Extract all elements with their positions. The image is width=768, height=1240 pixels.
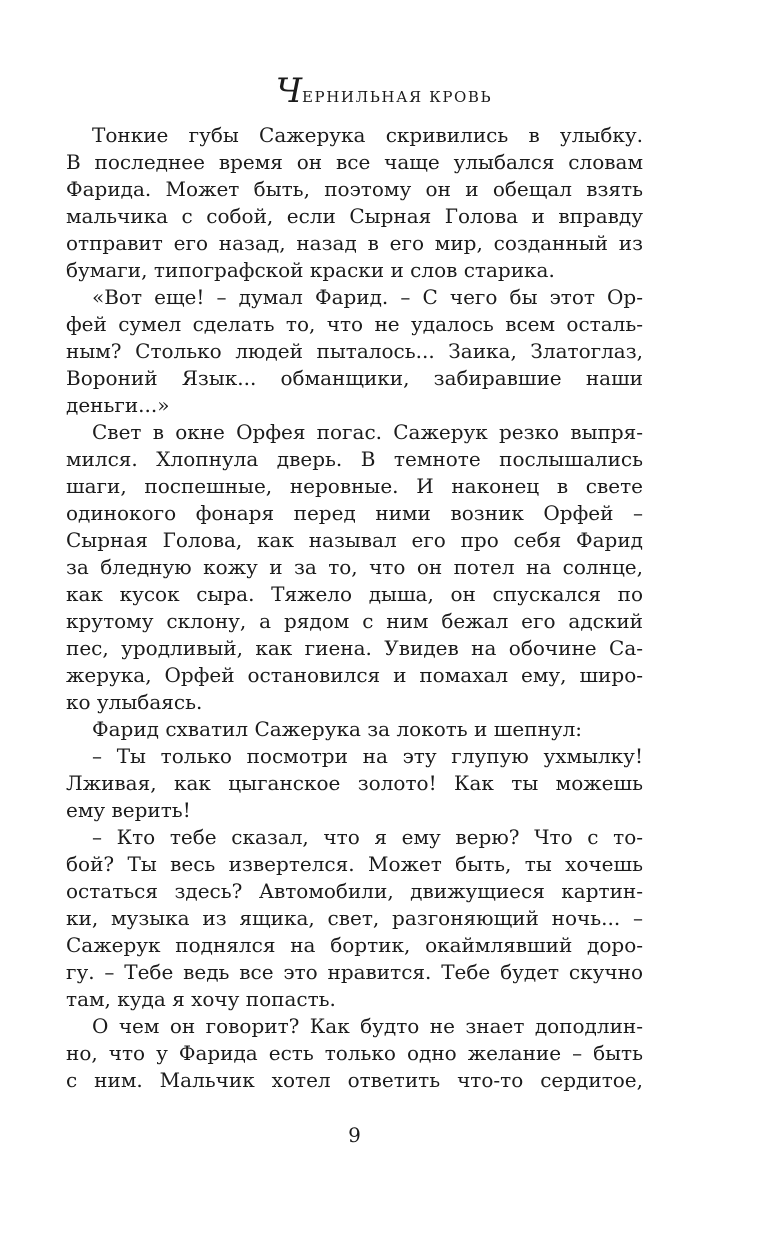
text-line: фей сумел сделать то, что не удалось всем осталь- — [66, 312, 643, 336]
text-line: Сырная Голова, как называл его про себя Фарид — [66, 528, 643, 552]
text-line: ным? Столько людей пыталось... Заика, Златоглаз, — [66, 339, 643, 363]
text-line: бой? Ты весь извертелся. Может быть, ты хочешь — [66, 852, 643, 876]
text-line: крутому склону, а рядом с ним бежал его адский — [66, 609, 643, 633]
text-line: как кусок сыра. Тяжело дыша, он спускался по — [66, 582, 643, 606]
text-line: Фарид схватил Сажерука за локоть и шепнул: — [92, 717, 583, 741]
text-line: Фарида. Может быть, поэтому он и обещал взять — [66, 177, 643, 201]
text-line: Сажерук поднялся на бортик, окаймлявший доро- — [66, 933, 643, 957]
text-line: Свет в окне Орфея погас. Сажерук резко выпря- — [92, 420, 643, 444]
text-line: «Вот еще! – думал Фарид. – С чего бы этот Ор- — [92, 285, 643, 309]
text-line: с ним. Мальчик хотел ответить что-то сердитое, — [66, 1068, 643, 1092]
paragraph — [66, 284, 643, 419]
running-head — [0, 72, 768, 116]
paragraph — [66, 824, 643, 1013]
paragraph — [66, 716, 643, 743]
text-line: В последнее время он все чаще улыбался словам — [66, 150, 643, 174]
text-line: за бледную кожу и за то, что он потел на солнце, — [66, 555, 643, 579]
text-line: Лживая, как цыганское золото! Как ты можешь — [66, 771, 643, 795]
text-line: Вороний Язык... обманщики, забиравшие наши — [66, 366, 643, 390]
text-line: ки, музыка из ящика, свет, разгоняющий ночь... – — [66, 906, 643, 930]
text-line: пес, уродливый, как гиена. Увидев на обочине Са- — [66, 636, 643, 660]
page-body — [66, 122, 643, 1094]
text-line: одинокого фонаря перед ними возник Орфей – — [66, 501, 643, 525]
text-line: гу. – Тебе ведь все это нравится. Тебе будет скучно — [66, 960, 643, 984]
paragraph — [66, 743, 643, 824]
running-head-title: ЕРНИЛЬНАЯ КРОВЬ — [301, 88, 493, 106]
text-line: ему верить! — [66, 798, 191, 822]
text-line: остаться здесь? Автомобили, движущиеся картин- — [66, 879, 643, 903]
page-number: 9 — [348, 1123, 361, 1147]
text-line: шаги, поспешные, неровные. И наконец в свете — [66, 474, 643, 498]
text-line: деньги...» — [66, 393, 170, 417]
text-line: отправит его назад, назад в его мир, созданный из — [66, 231, 643, 255]
paragraph — [66, 1013, 643, 1094]
paragraph — [66, 419, 643, 716]
text-line: там, куда я хочу попасть. — [66, 987, 336, 1011]
text-line: мился. Хлопнула дверь. В темноте послышались — [66, 447, 643, 471]
text-line: О чем он говорит? Как будто не знает доподлин- — [92, 1014, 643, 1038]
text-line: ко улыбаясь. — [66, 690, 203, 714]
paragraph — [66, 122, 643, 284]
running-head-initial: Ч — [275, 71, 302, 111]
text-line: но, что у Фарида есть только одно желание – быть — [66, 1041, 643, 1065]
text-line: Тонкие губы Сажерука скривились в улыбку. — [92, 123, 643, 147]
text-line: – Ты только посмотри на эту глупую ухмылку! — [92, 744, 643, 768]
text-line: жерука, Орфей остановился и помахал ему, широ- — [66, 663, 643, 687]
text-line: бумаги, типографской краски и слов старика. — [66, 258, 555, 282]
text-line: – Кто тебе сказал, что я ему верю? Что с то- — [92, 825, 643, 849]
text-line: мальчика с собой, если Сырная Голова и вправду — [66, 204, 643, 228]
